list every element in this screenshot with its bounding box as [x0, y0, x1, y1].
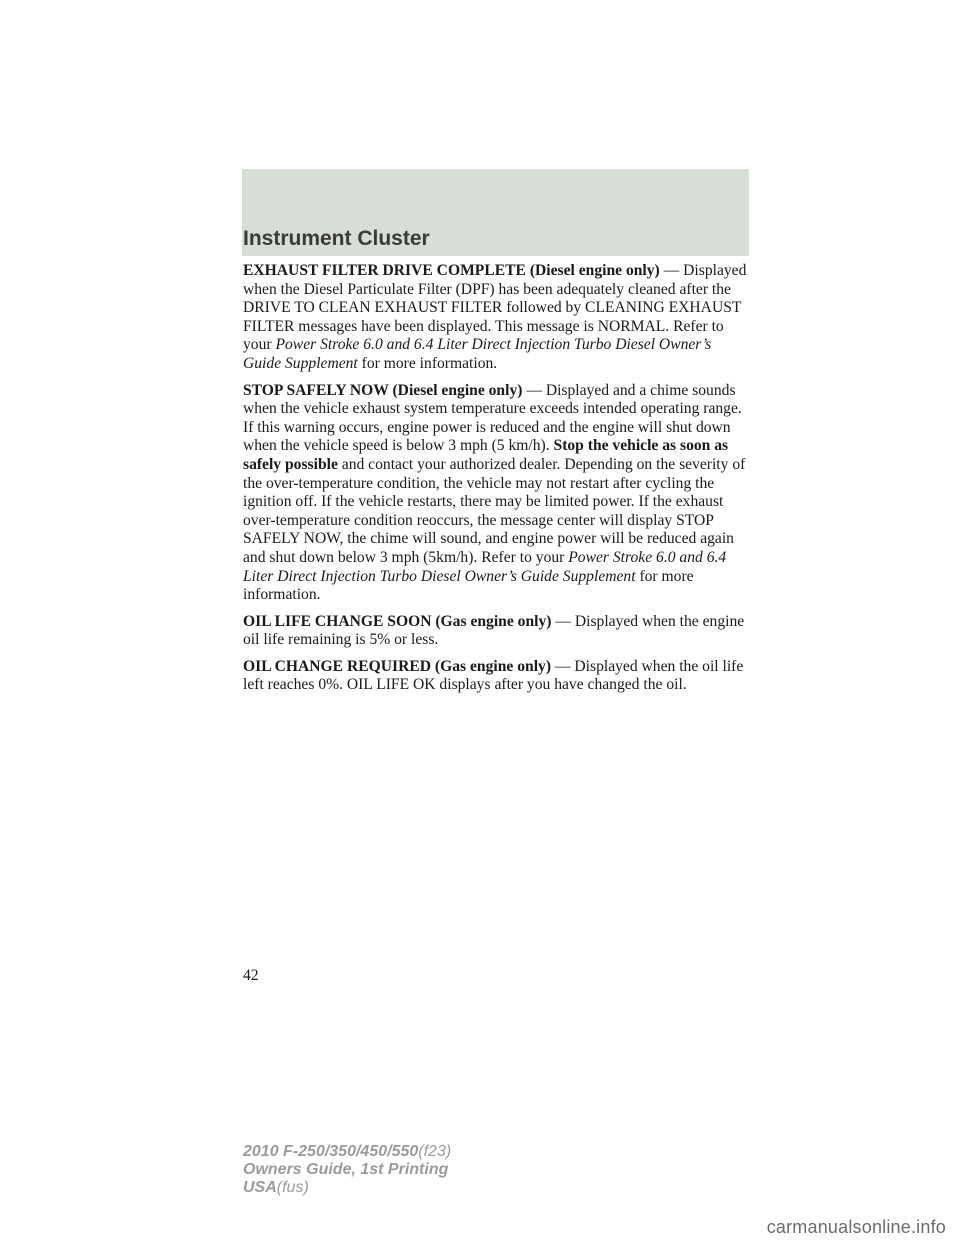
footer-market: USA [243, 1179, 277, 1196]
page-number: 42 [243, 967, 259, 984]
footer-model-line [243, 1143, 451, 1161]
paragraph-text: for more information. [357, 354, 498, 372]
paragraph-text: for more information. [243, 567, 694, 604]
message-heading: STOP SAFELY NOW (Diesel engine only) [243, 381, 523, 399]
footer-model-code: (f23) [418, 1143, 452, 1160]
message-heading: EXHAUST FILTER DRIVE COMPLETE (Diesel engine only) [243, 262, 660, 279]
message-heading: OIL LIFE CHANGE SOON (Gas engine only) [243, 612, 552, 630]
paragraph-text: and contact your authorized dealer. Depending on the severity of the over-temperature condition, the vehicle may not restart after cycling the ignition off. If the vehicle restarts, there may be limited power. If the exhaust over-temperature condition reoccurs, the message center will display STOP SAFELY NOW, the chime will sound, and engine power will be reduced again and shut down below 3 mph (5km/h). Refer to your [243, 455, 746, 566]
footer-market-code: (fus) [276, 1179, 309, 1196]
footer-model: 2010 F-250/350/450/550 [243, 1143, 419, 1160]
paragraph-text: — Displayed when the engine oil life remaining is 5% or less. [243, 612, 745, 649]
supplement-reference: Power Stroke 6.0 and 6.4 Liter Direct Injection Turbo Diesel Owner’s Guide Supplement [243, 548, 727, 585]
footer-market-line [243, 1179, 451, 1197]
paragraph-oil-change-required [243, 658, 749, 695]
message-heading: OIL CHANGE REQUIRED (Gas engine only) [243, 657, 552, 675]
watermark-link[interactable]: carmanualsonline.info [766, 1217, 946, 1237]
paragraph-text: — Displayed when the oil life left reaches 0%. OIL LIFE OK displays after you have changed the oil. [243, 657, 744, 694]
paragraph-oil-life-change-soon [243, 613, 749, 650]
supplement-reference: Power Stroke 6.0 and 6.4 Liter Direct Injection Turbo Diesel Owner’s Guide Supplement [243, 336, 712, 372]
paragraph-text: — Displayed and a chime sounds when the vehicle exhaust system temperature exceeds intended operating range. If this warning occurs, engine power is reduced and the engine will shut down when the vehicle speed is below 3 mph (5 km/h). [243, 381, 742, 455]
paragraph-stop-safely-now [243, 382, 749, 605]
paragraph-text: — Displayed when the Diesel Particulate Filter (DPF) has been adequately cleaned after the DRIVE TO CLEAN EXHAUST FILTER followed by CLEANING EXHAUST FILTER messages have been displayed. This message is NORMAL. Refer to your [243, 262, 747, 354]
section-title: Instrument Cluster [243, 227, 430, 250]
page-content [243, 262, 749, 703]
document-footer [243, 1143, 451, 1197]
warning-emphasis: Stop the vehicle as soon as safely possible [243, 437, 729, 473]
paragraph-exhaust-filter-drive-complete [243, 262, 749, 374]
footer-printing-line: Owners Guide, 1st Printing [243, 1161, 449, 1178]
